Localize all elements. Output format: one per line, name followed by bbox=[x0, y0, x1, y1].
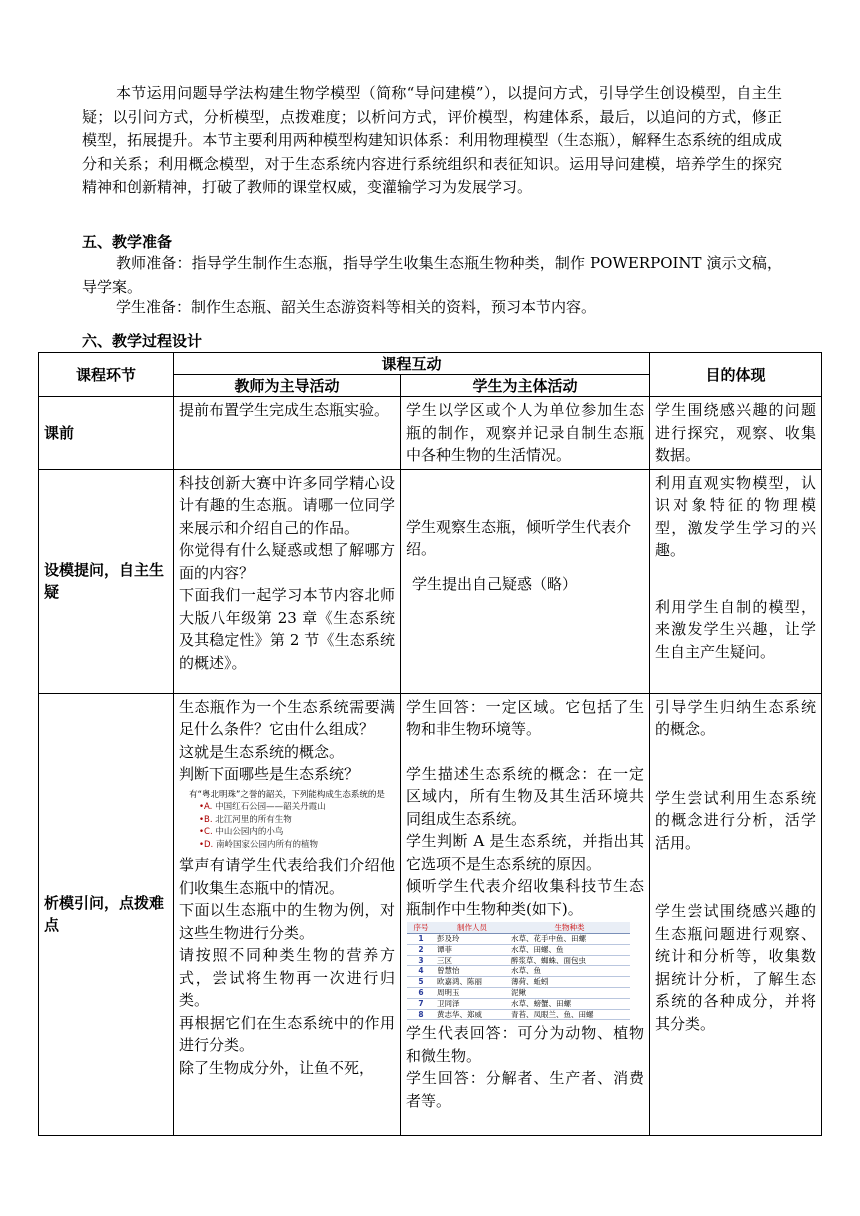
species-index: 4 bbox=[407, 966, 435, 977]
quiz-option: •B. 北江河里的所有生物 bbox=[199, 814, 292, 825]
species-maker: 卫同泽 bbox=[435, 998, 509, 1009]
teacher-text: 你觉得有什么疑惑或想了解哪方面的内容？ bbox=[179, 541, 395, 582]
teacher-prep-paragraph: 教师准备：指导学生制作生态瓶，指导学生收集生态瓶生物种类，制作 POWERPOINT 演示文稿，导学案。 bbox=[82, 254, 782, 296]
species-list: 水草、螃蟹、田螺 bbox=[509, 998, 630, 1009]
quiz-image bbox=[179, 789, 395, 852]
purpose-cell: 学生围绕感兴趣的问题进行探究，观察、收集数据。 bbox=[650, 397, 822, 470]
student-text: 倾听学生代表介绍收集科技节生态瓶制作中生物种类(如下)。 bbox=[406, 877, 645, 918]
teacher-text: 这就是生态系统的概念。 bbox=[179, 742, 345, 761]
teaching-process-table bbox=[38, 352, 822, 1136]
table-row bbox=[39, 693, 822, 1135]
species-index: 5 bbox=[407, 977, 435, 988]
species-index: 2 bbox=[407, 944, 435, 955]
purpose-cell bbox=[650, 469, 822, 693]
species-list: 青苔、凤眼兰、鱼、田螺 bbox=[509, 1009, 630, 1020]
species-index: 1 bbox=[407, 934, 435, 945]
species-list: 水草、田螺、鱼 bbox=[509, 944, 630, 955]
teacher-text: 下面我们一起学习本节内容北师大版八年级第 23 章《生态系统及其稳定性》第 2 节《生态系统的概述》。 bbox=[179, 586, 395, 672]
species-list: 薄荷、蚯蚓 bbox=[509, 977, 630, 988]
teacher-cell bbox=[174, 693, 401, 1135]
teacher-text: 科技创新大赛中许多同学精心设计有趣的生态瓶。请哪一位同学来展示和介绍自己的作品。 bbox=[179, 473, 395, 537]
teacher-text: 再根据它们在生态系统中的作用进行分类。 bbox=[179, 1013, 395, 1054]
purpose-text: 利用学生自制的模型，来激发学生兴趣，让学生自主产生疑问。 bbox=[655, 597, 817, 661]
teacher-cell bbox=[174, 469, 401, 693]
student-text: 学生观察生态瓶，倾听学生代表介绍。 bbox=[406, 517, 632, 558]
species-row bbox=[407, 977, 630, 988]
purpose-cell bbox=[650, 693, 822, 1135]
student-text: 学生判断 A 是生态系统，并指出其它选项不是生态系统的原因。 bbox=[406, 832, 645, 873]
species-row bbox=[407, 998, 630, 1009]
table-row bbox=[39, 397, 822, 470]
species-index: 3 bbox=[407, 955, 435, 966]
header-stage: 课程环节 bbox=[39, 353, 174, 397]
stage-cell: 课前 bbox=[39, 397, 174, 470]
teacher-cell: 提前布置学生完成生态瓶实验。 bbox=[174, 397, 401, 470]
section-6-heading: 六、教学过程设计 bbox=[82, 332, 203, 350]
intro-paragraph: 本节运用问题导学法构建生物学模型（简称“导问建模”），以提问方式，引导学生创设模型，自主生疑；以引问方式，分析模型，点拨难度；以析问方式，评价模型，构建体系，最后，以追问的方式，修正模型，拓展提升。本节主要利用两种模型构建知识体系：利用物理模型（生态瓶），解释生态系统的组成成分和关系；利用概念模型，对于生态系统内容进行系统组织和表征知识。运用导问建模，培养学生的探究精神和创新精神，打破了教师的课堂权威，变灌输学习为发展学习。 bbox=[82, 84, 782, 196]
student-text: 学生描述生态系统的概念：在一定区域内，所有生物及其生活环境共同组成生态系统。 bbox=[406, 764, 645, 828]
species-list: 醉浆草、蜘蛛、面包虫 bbox=[509, 955, 630, 966]
species-maker: 谭菲 bbox=[435, 944, 509, 955]
species-row bbox=[407, 934, 630, 945]
stage-cell: 析模引问，点拨难点 bbox=[39, 693, 174, 1135]
student-text: 学生提出自己疑惑（略） bbox=[412, 574, 578, 593]
species-list: 水草、花手中鱼、田螺 bbox=[509, 934, 630, 945]
purpose-text: 利用直观实物模型，认识对象特征的物理模型，激发学生学习的兴趣。 bbox=[655, 473, 817, 559]
species-index: 7 bbox=[407, 998, 435, 1009]
header-interaction: 课程互动 bbox=[174, 353, 650, 375]
purpose-text: 学生尝试围绕感兴趣的生态瓶问题进行观察、统计和分析等，收集数据统计分析，了解生态系统的各种成分，并将其分类。 bbox=[655, 902, 817, 1033]
species-list: 泥鳅 bbox=[509, 987, 630, 998]
header-teacher: 教师为主导活动 bbox=[174, 375, 401, 397]
student-text: 学生代表回答：可分为动物、植物和微生物。 bbox=[406, 1024, 645, 1065]
section-5-heading: 五、教学准备 bbox=[82, 233, 173, 251]
species-row bbox=[407, 955, 630, 966]
species-maker: 三区 bbox=[435, 955, 509, 966]
species-row bbox=[407, 987, 630, 998]
student-text: 学生回答：分解者、生产者、消费者等。 bbox=[406, 1069, 645, 1110]
student-prep-paragraph: 学生准备：制作生态瓶、韶关生态游资料等相关的资料，预习本节内容。 bbox=[116, 298, 597, 316]
teacher-text: 请按照不同种类生物的营养方式，尝试将生物再一次进行归类。 bbox=[179, 946, 395, 1009]
student-cell bbox=[401, 469, 650, 693]
header-student: 学生为主体活动 bbox=[401, 375, 650, 397]
species-maker: 欧嘉鸿、陈丽 bbox=[435, 977, 509, 988]
species-maker: 黄志华、郑威 bbox=[435, 1009, 509, 1020]
species-index: 8 bbox=[407, 1009, 435, 1020]
purpose-text: 引导学生归纳生态系统的概念。 bbox=[655, 697, 817, 738]
student-cell: 学生以学区或个人为单位参加生态瓶的制作，观察并记录自制生态瓶中各种生物的生活情况。 bbox=[401, 397, 650, 470]
species-maker: 彭及玲 bbox=[435, 934, 509, 945]
quiz-option: •A. 中国红石公园——韶关丹霞山 bbox=[199, 802, 326, 812]
teacher-text: 生态瓶作为一个生态系统需要满足什么条件？它由什么组成？ bbox=[179, 697, 395, 738]
table-row bbox=[39, 469, 822, 693]
header-purpose: 目的体现 bbox=[650, 353, 822, 397]
teacher-text: 判断下面哪些是生态系统？ bbox=[179, 765, 360, 783]
quiz-option: •C. 中山公园内的小鸟 bbox=[199, 827, 284, 837]
purpose-text: 学生尝试利用生态系统的概念进行分析，活学活用。 bbox=[655, 788, 817, 852]
species-maker: 周明玉 bbox=[435, 987, 509, 998]
stage-cell: 设模提问，自主生疑 bbox=[39, 469, 174, 693]
quiz-option: •D. 南岭国家公园内所有的植物 bbox=[199, 839, 318, 850]
student-cell bbox=[401, 693, 650, 1135]
species-row bbox=[407, 1009, 630, 1020]
species-table: 序号 制作人员 生物种类 1 彭及玲 水草、花手中鱼、田螺 2 谭菲 水草、田螺、鱼 3 三区 醉浆草、蜘蛛、面包虫 4 曾慧怡 水草、鱼 5 欧嘉鸿、陈丽 薄荷、蚯蚓 6 周明玉 泥鳅 7 卫同泽 水草、螃蟹、田螺 8 黄志华、郑威 青苔、凤眼兰、鱼、田螺 bbox=[407, 922, 630, 1020]
quiz-question: 有“粤北明珠”之誉的韶关，下列能构成生态系统的是 bbox=[189, 789, 385, 800]
species-row bbox=[407, 944, 630, 955]
teacher-text: 掌声有请学生代表给我们介绍他们收集生态瓶中的情况。 bbox=[179, 856, 395, 897]
species-list: 水草、鱼 bbox=[509, 966, 630, 977]
teacher-text: 下面以生态瓶中的生物为例，对这些生物进行分类。 bbox=[179, 901, 395, 942]
student-text: 学生回答：一定区域。它包括了生物和非生物环境等。 bbox=[406, 697, 645, 738]
species-maker: 曾慧怡 bbox=[435, 966, 509, 977]
teacher-text: 除了生物成分外，让鱼不死， bbox=[179, 1058, 375, 1077]
species-index: 6 bbox=[407, 987, 435, 998]
species-row bbox=[407, 966, 630, 977]
